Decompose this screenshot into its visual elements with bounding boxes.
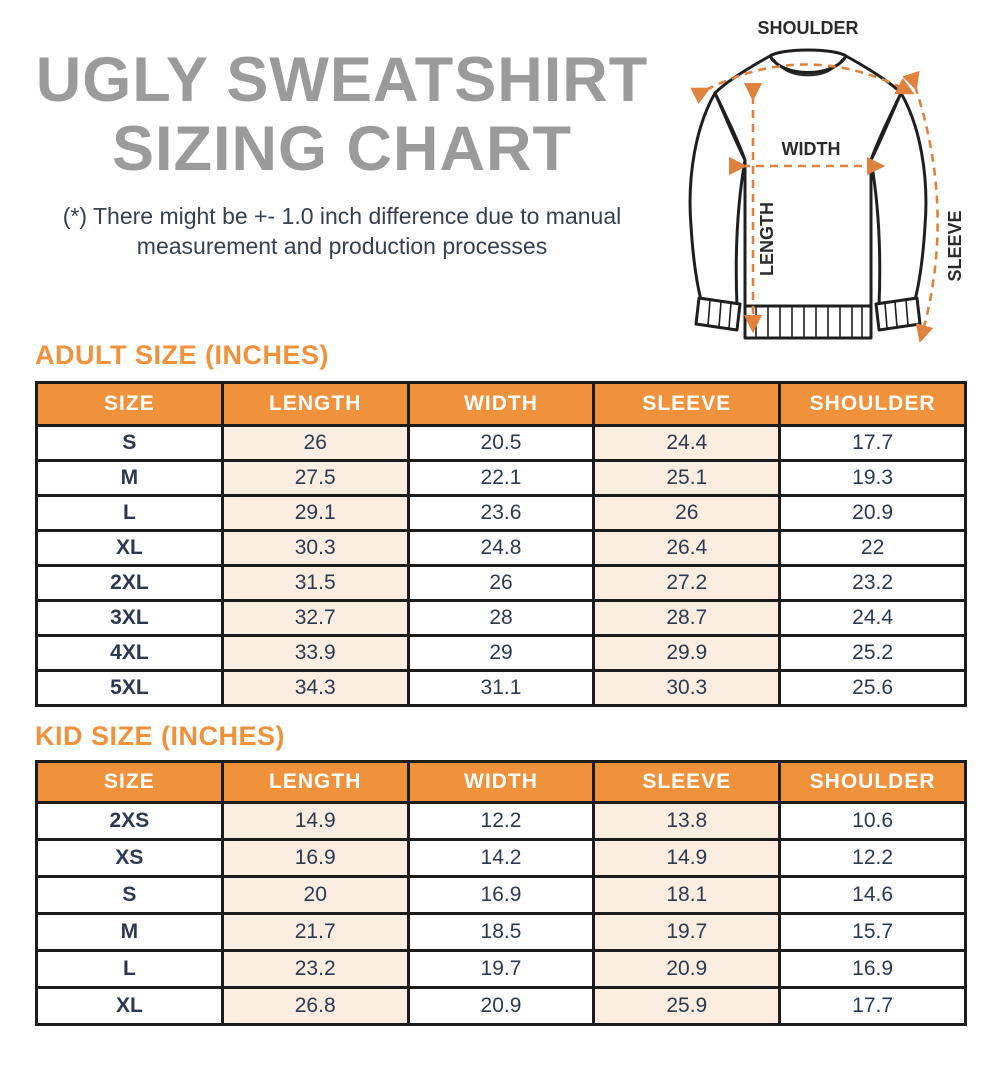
masthead <box>8 46 676 262</box>
value-cell: 33.9 <box>222 636 408 671</box>
value-cell: 22.1 <box>408 461 594 496</box>
sweatshirt-drawing <box>690 50 926 338</box>
value-cell: 25.1 <box>594 461 780 496</box>
adult-section-title: ADULT SIZE (INCHES) <box>35 340 329 370</box>
size-cell: XL <box>37 531 223 566</box>
value-cell: 31.1 <box>408 671 594 706</box>
value-cell: 14.2 <box>408 840 594 877</box>
column-header-width: WIDTH <box>408 762 594 803</box>
sweatshirt-measurement-diagram <box>658 8 996 350</box>
value-cell: 26.4 <box>594 531 780 566</box>
column-header-sleeve: SLEEVE <box>594 762 780 803</box>
value-cell: 17.7 <box>780 426 966 461</box>
shoulder-label: SHOULDER <box>757 18 859 38</box>
header-row <box>37 762 966 803</box>
value-cell: 20.9 <box>780 496 966 531</box>
column-header-shoulder: SHOULDER <box>780 383 966 426</box>
value-cell: 29.9 <box>594 636 780 671</box>
column-header-size: SIZE <box>37 383 223 426</box>
value-cell: 25.6 <box>780 671 966 706</box>
value-cell: 15.7 <box>780 914 966 951</box>
value-cell: 16.9 <box>780 951 966 988</box>
value-cell: 13.8 <box>594 803 780 840</box>
size-cell: 3XL <box>37 601 223 636</box>
value-cell: 24.8 <box>408 531 594 566</box>
width-label: WIDTH <box>781 139 841 159</box>
value-cell: 20 <box>222 877 408 914</box>
value-cell: 21.7 <box>222 914 408 951</box>
value-cell: 26 <box>408 566 594 601</box>
value-cell: 26 <box>594 496 780 531</box>
table-row <box>37 951 966 988</box>
table-row <box>37 566 966 601</box>
kid-section-title: KID SIZE (INCHES) <box>35 721 286 751</box>
table-row <box>37 988 966 1025</box>
value-cell: 14.9 <box>594 840 780 877</box>
column-header-width: WIDTH <box>408 383 594 426</box>
size-cell: L <box>37 496 223 531</box>
value-cell: 19.3 <box>780 461 966 496</box>
value-cell: 25.9 <box>594 988 780 1025</box>
value-cell: 23.2 <box>222 951 408 988</box>
value-cell: 28.7 <box>594 601 780 636</box>
value-cell: 12.2 <box>408 803 594 840</box>
value-cell: 23.2 <box>780 566 966 601</box>
column-header-size: SIZE <box>37 762 223 803</box>
value-cell: 20.9 <box>594 951 780 988</box>
table-row <box>37 877 966 914</box>
table-row <box>37 531 966 566</box>
table-row <box>37 914 966 951</box>
column-header-sleeve: SLEEVE <box>594 383 780 426</box>
value-cell: 25.2 <box>780 636 966 671</box>
value-cell: 20.9 <box>408 988 594 1025</box>
value-cell: 23.6 <box>408 496 594 531</box>
size-cell: 4XL <box>37 636 223 671</box>
value-cell: 22 <box>780 531 966 566</box>
header-row <box>37 383 966 426</box>
table-row <box>37 636 966 671</box>
table-row <box>37 840 966 877</box>
size-cell: XL <box>37 988 223 1025</box>
value-cell: 16.9 <box>408 877 594 914</box>
column-header-length: LENGTH <box>222 762 408 803</box>
value-cell: 31.5 <box>222 566 408 601</box>
size-cell: 2XS <box>37 803 223 840</box>
kid-size-table <box>35 760 967 1026</box>
size-cell: XS <box>37 840 223 877</box>
table-row <box>37 803 966 840</box>
size-cell: M <box>37 461 223 496</box>
size-cell: S <box>37 877 223 914</box>
table-row <box>37 461 966 496</box>
value-cell: 18.1 <box>594 877 780 914</box>
column-header-length: LENGTH <box>222 383 408 426</box>
tolerance-disclaimer: (*) There might be +- 1.0 inch difference due to manual measurement and production processes <box>62 202 622 260</box>
value-cell: 16.9 <box>222 840 408 877</box>
size-cell: L <box>37 951 223 988</box>
value-cell: 12.2 <box>780 840 966 877</box>
value-cell: 19.7 <box>594 914 780 951</box>
value-cell: 29 <box>408 636 594 671</box>
value-cell: 10.6 <box>780 803 966 840</box>
length-label: LENGTH <box>757 202 777 276</box>
value-cell: 30.3 <box>222 531 408 566</box>
value-cell: 28 <box>408 601 594 636</box>
value-cell: 27.2 <box>594 566 780 601</box>
table-row <box>37 671 966 706</box>
size-cell: M <box>37 914 223 951</box>
value-cell: 27.5 <box>222 461 408 496</box>
value-cell: 30.3 <box>594 671 780 706</box>
size-cell: 2XL <box>37 566 223 601</box>
value-cell: 18.5 <box>408 914 594 951</box>
table-row <box>37 496 966 531</box>
value-cell: 17.7 <box>780 988 966 1025</box>
page-title-line-2: SIZING CHART <box>112 114 572 185</box>
size-cell: S <box>37 426 223 461</box>
adult-size-table <box>35 381 967 707</box>
page-title-line-1: UGLY SWEATSHIRT <box>35 45 649 115</box>
value-cell: 20.5 <box>408 426 594 461</box>
table-row <box>37 426 966 461</box>
sleeve-label: SLEEVE <box>945 210 965 282</box>
value-cell: 19.7 <box>408 951 594 988</box>
table-row <box>37 601 966 636</box>
size-cell: 5XL <box>37 671 223 706</box>
value-cell: 14.6 <box>780 877 966 914</box>
value-cell: 34.3 <box>222 671 408 706</box>
value-cell: 24.4 <box>594 426 780 461</box>
column-header-shoulder: SHOULDER <box>780 762 966 803</box>
value-cell: 29.1 <box>222 496 408 531</box>
value-cell: 32.7 <box>222 601 408 636</box>
value-cell: 26 <box>222 426 408 461</box>
value-cell: 14.9 <box>222 803 408 840</box>
value-cell: 24.4 <box>780 601 966 636</box>
value-cell: 26.8 <box>222 988 408 1025</box>
